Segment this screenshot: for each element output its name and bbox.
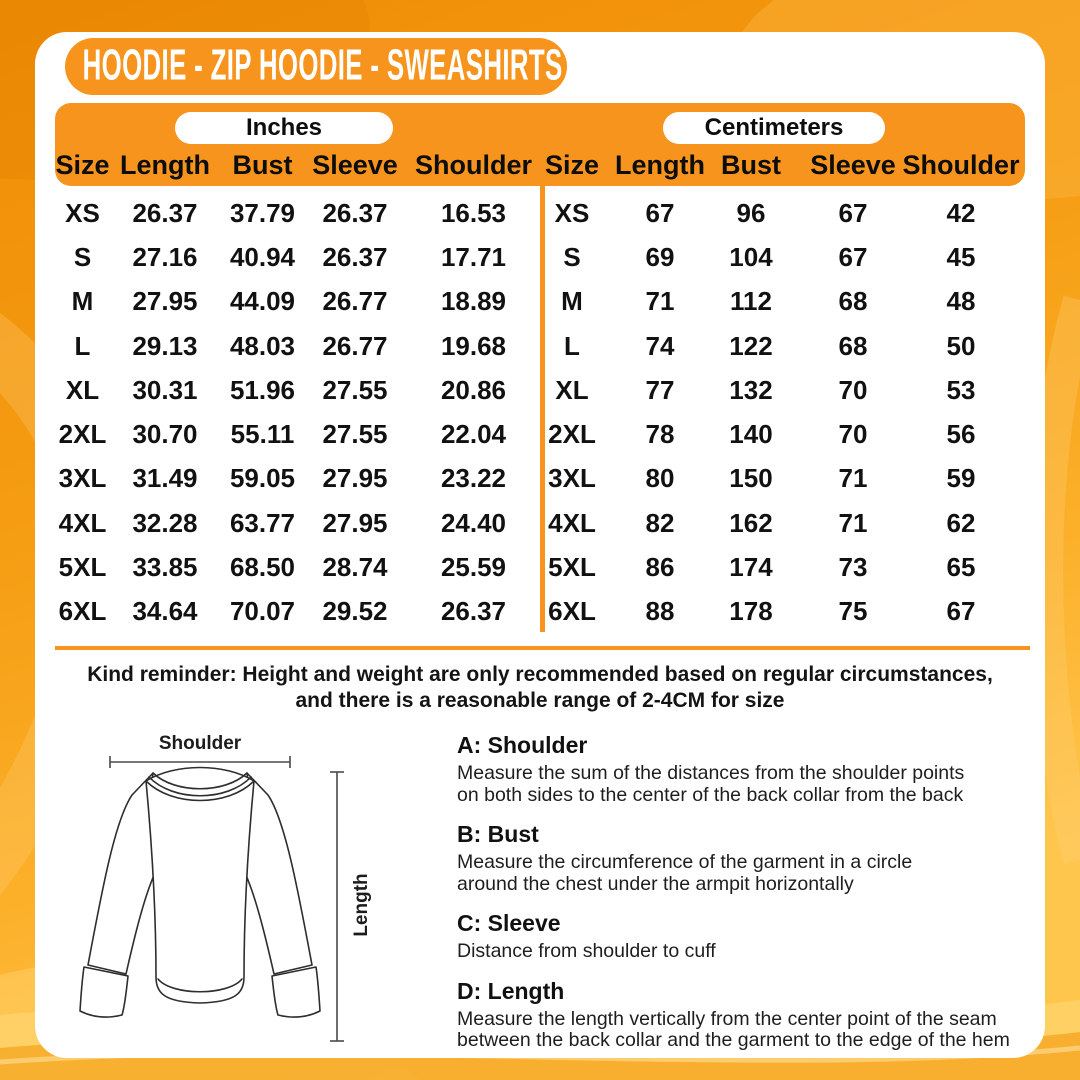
value-cell: 18.89 [440,286,507,317]
value-cell: 178 [729,596,773,627]
title-banner [65,38,567,95]
guide-item [457,978,1032,1052]
value-cell: 77 [645,374,675,405]
value-cell: 73 [838,552,868,583]
content-card [35,32,1045,1058]
value-cell: 162 [729,507,773,538]
guide-item-line: around the chest under the armpit horizontally [457,872,854,895]
guide-item [457,732,1032,806]
value-cell: 69 [645,241,675,272]
column-header: Bust [721,149,781,180]
size-cell: M [561,286,583,317]
value-cell: 26.77 [322,330,388,361]
value-cell: 27.55 [322,419,388,450]
value-cell: 67 [838,241,868,272]
value-cell: 27.16 [132,241,198,272]
size-table-body [55,191,1000,634]
value-cell: 70 [838,419,868,450]
size-cell: 5XL [58,552,107,583]
value-cell: 26.37 [322,197,388,228]
value-cell: 33.85 [132,552,198,583]
column-header: Size [544,149,600,180]
value-cell: 67 [946,596,976,627]
value-cell: 30.31 [132,374,198,405]
value-cell: 112 [730,286,772,317]
reminder-line-1: Kind reminder: Height and weight are only recommended based on regular circumstances, [87,663,993,686]
value-cell: 68 [838,286,868,317]
value-cell: 96 [736,197,766,228]
value-cell: 122 [729,330,773,361]
size-cell: XS [554,197,590,228]
kind-reminder [35,662,1045,714]
value-cell: 62 [946,507,976,538]
value-cell: 80 [645,463,675,494]
guide-item-heading: B: Bust [457,821,539,847]
guide-item-line: Distance from shoulder to cuff [457,940,716,962]
value-cell: 19.68 [440,330,507,361]
column-header: Shoulder [902,149,1020,180]
value-cell: 132 [729,374,773,405]
value-cell: 78 [645,419,675,450]
value-cell: 31.49 [132,463,198,494]
size-cell: S [563,241,581,272]
column-header: Shoulder [414,149,532,180]
guide-item [457,821,1032,895]
value-cell: 67 [838,197,868,228]
value-cell: 59.05 [229,463,296,494]
value-cell: 68 [838,330,868,361]
size-cell: S [73,241,92,272]
value-cell: 24.40 [440,507,507,538]
unit-pill-inches: Inches [175,112,393,144]
column-header: Sleeve [810,149,896,180]
value-cell: 26.37 [440,596,507,627]
value-cell: 71 [838,507,868,538]
column-header: Length [615,149,705,180]
column-header: Size [55,149,110,180]
value-cell: 65 [946,552,976,583]
size-cell: XS [65,197,100,228]
value-cell: 20.86 [440,374,507,405]
value-cell: 17.71 [440,241,507,272]
size-cell: L [564,330,580,361]
value-cell: 51.96 [229,374,296,405]
value-cell: 45 [946,241,976,272]
size-cell: 5XL [548,552,596,583]
value-cell: 27.95 [322,463,388,494]
value-cell: 48.03 [229,330,296,361]
value-cell: 67 [645,197,675,228]
value-cell: 25.59 [440,552,507,583]
value-cell: 75 [838,596,868,627]
value-cell: 23.22 [440,463,507,494]
size-cell: 3XL [548,463,596,494]
guide-item-heading: C: Sleeve [457,910,561,936]
value-cell: 26.37 [132,197,198,228]
value-cell: 82 [645,507,675,538]
column-header: Length [120,149,210,180]
value-cell: 48 [946,286,976,317]
value-cell: 56 [946,419,976,450]
value-cell: 30.70 [132,419,198,450]
size-cell: 3XL [58,463,107,494]
value-cell: 68.50 [229,552,296,583]
column-header: Sleeve [312,149,398,180]
value-cell: 27.55 [322,374,388,405]
value-cell: 29.13 [132,330,198,361]
section-divider [55,646,1030,650]
size-cell: M [71,286,94,317]
value-cell: 34.64 [132,596,198,627]
size-cell: 2XL [548,419,596,450]
value-cell: 42 [946,197,976,228]
size-cell: XL [555,374,589,405]
value-cell: 71 [838,463,868,494]
value-cell: 28.74 [322,552,388,583]
size-cell: XL [65,374,100,405]
column-header: Bust [232,149,293,180]
size-cell: 4XL [58,507,107,538]
value-cell: 37.79 [229,197,296,228]
guide-item-line: between the back collar and the garment to the edge of the hem [457,1029,1010,1051]
size-cell: 6XL [58,596,107,627]
page-title: HOODIE - ZIP HOODIE - SWEASHIRTS [82,41,563,90]
value-cell: 59 [946,463,976,494]
sweatshirt-diagram [60,715,420,1045]
guide-item [457,910,1032,963]
value-cell: 44.09 [229,286,296,317]
size-cell: 4XL [548,507,596,538]
guide-item-heading: A: Shoulder [457,732,588,758]
value-cell: 22.04 [440,419,507,450]
value-cell: 32.28 [132,507,198,538]
value-cell: 27.95 [132,286,198,317]
size-cell: L [74,330,91,361]
value-cell: 55.11 [230,419,295,450]
guide-item-line: on both sides to the center of the back collar from the back [457,783,964,806]
value-cell: 27.95 [322,507,388,538]
value-cell: 16.53 [440,197,507,228]
value-cell: 53 [946,374,976,405]
guide-item-line: Measure the length vertically from the center point of the seam [457,1007,997,1030]
value-cell: 104 [729,241,773,272]
value-cell: 40.94 [229,241,296,272]
guide-item-line: Measure the sum of the distances from the shoulder points [457,762,965,784]
value-cell: 70.07 [229,596,296,627]
size-table-header [55,103,1025,186]
column-header-row [55,147,1020,183]
value-cell: 50 [946,330,976,361]
unit-pill-centimeters: Centimeters [663,112,885,144]
measurement-guide [457,732,1032,1067]
value-cell: 74 [645,330,675,361]
value-cell: 174 [729,552,773,583]
value-cell: 150 [729,463,773,494]
table-divider-vertical [540,186,545,632]
guide-item-heading: D: Length [457,977,565,1004]
value-cell: 71 [645,286,675,317]
value-cell: 26.77 [322,286,388,317]
value-cell: 140 [729,419,773,450]
size-cell: 6XL [548,596,596,627]
value-cell: 88 [645,596,675,627]
value-cell: 63.77 [229,507,296,538]
value-cell: 29.52 [322,596,388,627]
size-cell: 2XL [58,419,107,450]
value-cell: 86 [645,552,675,583]
guide-item-line: Measure the circumference of the garment in a circle [457,851,913,873]
value-cell: 26.37 [322,241,388,272]
value-cell: 70 [838,374,868,405]
reminder-line-2: and there is a reasonable range of 2-4CM for size [295,689,785,712]
shoulder-measure-label: Shoulder [158,733,242,754]
length-measure-label: Length [351,873,372,937]
